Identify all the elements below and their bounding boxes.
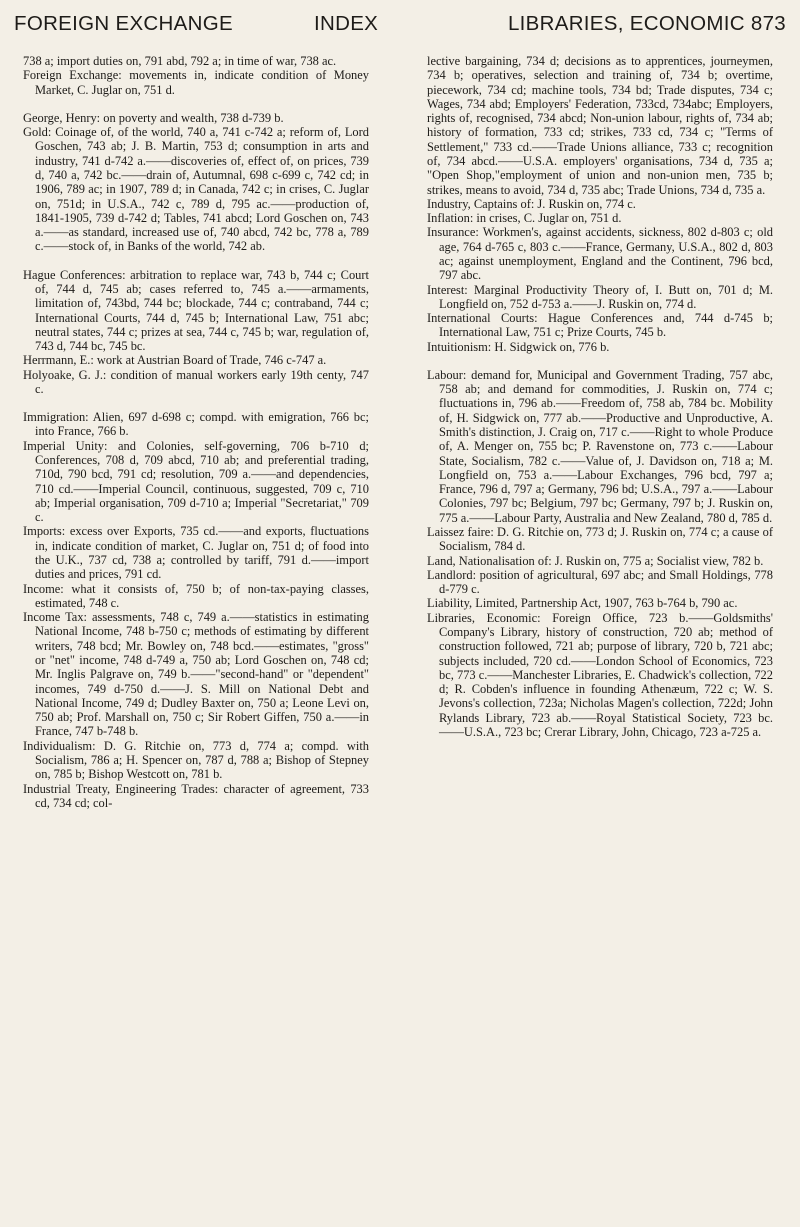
index-entry: Intuitionism: H. Sidgwick on, 776 b. — [427, 339, 610, 354]
index-entry: Immigration: Alien, 697 d-698 c; compd. with emigration, 766 bc; into France, 766 b. — [23, 410, 369, 439]
index-entry: Interest: Marginal Productivity Theory of, I. Butt on, 701 d; M. Longfield on, 752 d-753 a.——J. Ruskin on, 774 d. — [427, 282, 773, 311]
running-head-center: INDEX — [314, 12, 379, 35]
index-entry: Laissez faire: D. G. Ritchie on, 773 d; J. Ruskin on, 774 c; a cause of Socialism, 784 d. — [427, 525, 773, 554]
index-entry: Herrmann, E.: work at Austrian Board of Trade, 746 c-747 a. — [23, 353, 327, 368]
index-entry: Landlord: position of agricultural, 697 abc; and Small Holdings, 778 d-779 c. — [427, 567, 773, 597]
index-entry: lective bargaining, 734 d; decisions as to apprentices, journeymen, 734 b; operatives, selection and training of, 734 b; overtime, piecework, 734 cd; machine tools, 734 bd; Trade disputes, 734 c; Wages, 734 abd; Employers' Federation, 733cd, 734abc; Employers, rights of, recognised, 734 abcd; Non-union labour, rights of, 734 ab; history of formation, 733 cd; strikes, 733 cd, 734 c; "Terms of Settlement," 733 cd.——Trade Unions alliance, 733 c; recognition of, 734 abcd.——U.S.A. employers' organisations, 734 d, 735 a; "Open Shop,"employment of union and non-union men, 735 b; strikes, means to avoid, 734 d, 735 abc; Trade Unions, 734 d, 735 a. — [427, 54, 773, 197]
index-entry: Industry, Captains of: J. Ruskin on, 774 c. — [427, 196, 636, 211]
index-entry: Imports: excess over Exports, 735 cd.——and exports, fluctuations in, indicate condition of market, C. Juglar on, 751 d; of food into the U.K., 737 cd, 738 a; controlled by tariff, 791 d.——import duties and prices, 791 cd. — [23, 524, 369, 582]
index-entry: Individualism: D. G. Ritchie on, 773 d, 774 a; compd. with Socialism, 786 a; H. Spencer on, 787 d, 788 a; Bishop of Stepney on, 785 b; Bishop Westcott on, 781 b. — [23, 738, 369, 782]
index-entry: Hague Conferences: arbitration to replace war, 743 b, 744 c; Court of, 744 d, 745 ab; cases referred to, 745 a.——armaments, limitation of, 743bd, 744 bc; blockade, 744 c; contraband, 744 c; International Courts, 744 d, 745 b; International Law, 751 abc; neutral states, 744 c; prizes at sea, 744 c, 745 b; war, regulation of, 743 d, 744 bc, 745 bc. — [23, 267, 369, 354]
index-entry: Labour: demand for, Municipal and Government Trading, 757 abc, 758 ab; and demand for commodities, J. Ruskin on, 774 c; fluctuations in, 796 ab.——Freedom of, 758 ab, 784 bc. Mobility of, H. Sidgwick on, 777 ab.——Productive and Unproductive, A. Smith's distinction, J. Craig on, 717 c.——Right to whole Produce of, A. Menger on, 755 bc; P. Ravenstone on, 773 c.——Labour State, Socialism, 782 c.——Value of, J. Davidson on, 718 a; M. Longfield on, 753 a.——Labour Exchanges, 796 bcd, 797 a; France, 796 d, 797 a; Germany, 796 bd; U.S.A., 797 a.——Labour Colonies, 797 bc; Belgium, 797 bc; Germany, 797 b; J. Ruskin on, 775 a.——Labour Party, Australia and New Zealand, 780 d, 785 d. — [427, 367, 773, 525]
index-entry: Liability, Limited, Partnership Act, 1907, 763 b-764 b, 790 ac. — [427, 596, 738, 611]
index-entry: 738 a; import duties on, 791 abd, 792 a; in time of war, 738 ac. — [23, 54, 337, 68]
index-entry: International Courts: Hague Conferences and, 744 d-745 b; International Law, 751 c; Prize Courts, 745 b. — [427, 311, 773, 340]
index-entry: Inflation: in crises, C. Juglar on, 751 d. — [427, 211, 622, 226]
running-head-left: FOREIGN EXCHANGE — [14, 12, 233, 35]
running-head-right: LIBRARIES, ECONOMIC 873 — [507, 12, 786, 35]
index-entry: Industrial Treaty, Engineering Trades: character of agreement, 733 cd, 734 cd; col- — [23, 781, 369, 810]
index-entry: Income: what it consists of, 750 b; of non-tax-paying classes, estimated, 748 c. — [23, 581, 369, 610]
index-entry: Insurance: Workmen's, against accidents, sickness, 802 d-803 c; old age, 764 d-765 c, 803 c.——France, Germany, U.S.A., 802 d, 803 ac; against unemployment, England and the Continent, 796 bcd, 797 abc. — [427, 225, 773, 283]
index-entry: Land, Nationalisation of: J. Ruskin on, 775 a; Socialist view, 782 b. — [427, 553, 764, 568]
index-entry: Foreign Exchange: movements in, indicate condition of Money Market, C. Juglar on, 751 d. — [23, 68, 369, 97]
index-entry: Income Tax: assessments, 748 c, 749 a.——statistics in estimating National Income, 748 b-750 c; methods of estimating by different writers, 748 bcd; Mr. Bowley on, 748 bcd.——estimates, "gross" or "net" income, 748 d-749 a, 750 ab; Lord Goschen on, 748 cd; Mr. Inglis Palgrave on, 749 b.——"second-hand" or "dependent" incomes, 749 d-750 d.——J. S. Mill on National Debt and National Income, 749 d; Dudley Baxter on, 750 a; Leone Levi on, 750 ab; Prof. Marshall on, 750 c; Sir Robert Giffen, 750 a.——in France, 747 b-748 b. — [23, 610, 369, 739]
index-entry: George, Henry: on poverty and wealth, 738 d-739 b. — [23, 110, 284, 125]
running-head — [14, 12, 786, 44]
right-column — [427, 54, 773, 739]
index-entry: Gold: Coinage of, of the world, 740 a, 741 c-742 a; reform of, Lord Goschen, 743 ab; J. B. Martin, 753 d; consumption in arts and industry, 741 d-742 a.——discoveries of, effect of, on prices, 739 d, 740 a, 742 bc.——drain of, Autumnal, 698 c-699 c, 742 cd; in 1906, 789 ac; in 1907, 789 d; in Canada, 742 c; in crises, C. Juglar on, 751d; in U.S.A., 742 c, 789 d, 795 ac.——production of, 1841-1905, 739 d-742 d; Tables, 741 abcd; Lord Goschen on, 743 a.——as standard, increased use of, 740 abcd, 742 bc, 778 a, 789 c.——stock of, in Banks of the world, 742 ab. — [23, 125, 369, 254]
index-entry: Libraries, Economic: Foreign Office, 723 b.——Goldsmiths' Company's Library, history of construction, 720 ab; method of construction followed, 721 ab; purpose of library, 720 b, 721 abc; subjects included, 720 cd.——London School of Economics, 723 bc, 773 c.——Manchester Libraries, E. Chadwick's collection, 722 d; R. Cobden's influence in founding Athenæum, 722 c; W. S. Jevons's collection, 723a; Nicholas Magen's collection, 722d; John Rylands Library, 723 ab.——Royal Statistical Society, 723 bc.——U.S.A., 723 bc; Crerar Library, John, Chicago, 723 a-725 a. — [427, 610, 773, 739]
index-entry: Imperial Unity: and Colonies, self-governing, 706 b-710 d; Conferences, 708 d, 709 abcd, 710 ab; and preferential trading, 710d, 790 bcd, 791 cd; resolution, 709 a.——and dependencies, 710 cd.——Imperial Council, continuous, suggested, 709 c, 710 ab; Imperial organisation, 709 d-710 a; Imperial "Secretariat," 709 c. — [23, 438, 369, 525]
index-entry: Holyoake, G. J.: condition of manual workers early 19th centy, 747 c. — [23, 367, 369, 396]
left-column — [23, 54, 369, 810]
